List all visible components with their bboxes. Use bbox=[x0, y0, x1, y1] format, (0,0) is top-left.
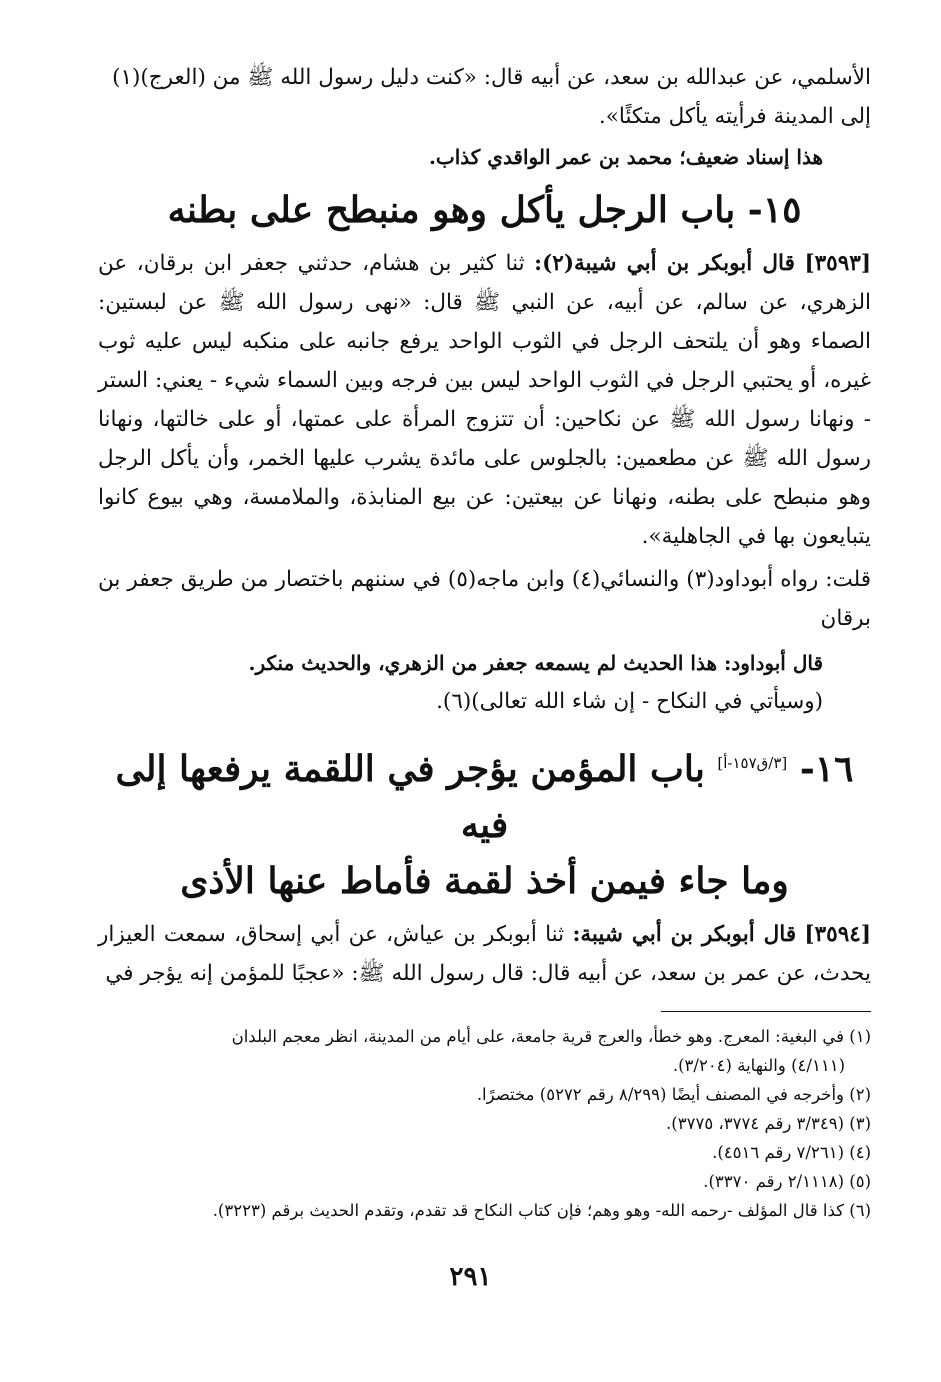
manuscript-ref: [٣/ق١٥٧-أ] bbox=[717, 754, 788, 772]
footnote-3: (٣) (٣/٣٤٩ رقم ٣٧٧٤، ٣٧٧٥). bbox=[666, 1114, 871, 1133]
top-paragraph bbox=[98, 58, 871, 136]
top-paragraph-line-1: الأسلمي، عن عبدالله بن سعد، عن أبيه قال: «كنت دليل رسول الله ﷺ من (العرج)(١) bbox=[112, 65, 871, 90]
later-note: (وسيأتي في النكاح - إن شاء الله تعالى)(٦). bbox=[436, 689, 823, 714]
hadith-3594 bbox=[98, 915, 871, 993]
footnote-1-continuation: (٤/١١١) والنهاية (٣/٢٠٤). bbox=[672, 1056, 845, 1075]
chapter-16-number: ١٦- bbox=[799, 748, 854, 790]
hadith-3594-narrator: قال أبوبكر بن أبي شيبة: bbox=[572, 922, 797, 947]
hadith-3594-number: [٣٥٩٤] bbox=[804, 922, 871, 947]
chapter-15-title: ١٥- باب الرجل يأكل وهو منبطح على بطنه bbox=[167, 189, 802, 231]
footnote-5: (٥) (٢/١١١٨ رقم ٣٣٧٠). bbox=[703, 1172, 871, 1191]
hadith-3593-text: ثنا كثير بن هشام، حدثني جعفر ابن برقان، عن الزهري، عن سالم، عن أبيه، عن النبي ﷺ قال: «نهى رسول الله ﷺ عن لبستين: الصماء وهو أن يلتحف الرجل في الثوب الواحد يرفع جانبه على منكبه ليس عليه ثوب غيره، أو يحتبي الرجل في الثوب الواحد ليس بين فرجه وبين السماء شيء - يعني: الستر - ونهانا رسول الله ﷺ عن نكاحين: أن تتزوج المرأة على عمتها، أو على خالتها، ونهانا رسول الله ﷺ عن مطعمين: بالجلوس على مائدة يشرب عليها الخمر، وأن يأكل الرجل وهو منبطح على بطنه، ونهانا عن بيعتين: عن بيع المنابذة، والملامسة، وهي بيوع كانوا يتبايعون بها في الجاهلية». bbox=[98, 251, 871, 549]
page-number: ٢٩١ bbox=[449, 1262, 492, 1292]
abu-dawud-comment: قال أبوداود: هذا الحديث لم يسمعه جعفر من الزهري، والحديث منكر. bbox=[248, 651, 823, 675]
footnote-divider bbox=[661, 1011, 871, 1012]
top-paragraph-line-2: إلى المدينة فرأيته يأكل متكئًا». bbox=[598, 104, 871, 129]
footnote-4: (٤) (٧/٢٦١ رقم ٤٥١٦). bbox=[712, 1143, 871, 1162]
footnote-6: (٦) كذا قال المؤلف -رحمه الله- وهو وهم؛ فإن كتاب النكاح قد تقدم، وتقدم الحديث برقم (٣٢٢٣). bbox=[212, 1201, 871, 1220]
chapter-16-title-line-2: وما جاء فيمن أخذ لقمة فأماط عنها الأذى bbox=[180, 860, 789, 902]
hadith-3593-narrator: قال أبوبكر بن أبي شيبة(٢): bbox=[534, 251, 795, 276]
grading-statement: هذا إسناد ضعيف؛ محمد بن عمر الواقدي كذاب. bbox=[428, 145, 823, 169]
chapter-16-title-text: باب المؤمن يؤجر في اللقمة يرفعها إلى فيه bbox=[115, 748, 705, 846]
hadith-3594-text: ثنا أبوبكر بن عياش، عن أبي إسحاق، سمعت العيزار يحدث، عن عمر بن سعد، عن أبيه قال: قال رسول الله ﷺ: «عجبًا للمؤمن إنه يؤجر في bbox=[98, 922, 871, 986]
hadith-3593 bbox=[98, 244, 871, 556]
chapter-16-title-line-1 bbox=[98, 735, 871, 853]
footnotes bbox=[98, 1022, 871, 1225]
hadith-3593-number: [٣٥٩٣] bbox=[804, 251, 872, 276]
footnote-2: (٢) وأخرجه في المصنف أيضًا (٨/٢٩٩ رقم ٥٢٧٢) مختصرًا. bbox=[476, 1085, 871, 1104]
hadith-3593-note: قلت: رواه أبوداود(٣) والنسائي(٤) وابن ماجه(٥) في سننهم باختصار من طريق جعفر بن برقان bbox=[98, 567, 871, 631]
footnote-1: (١) في البغية: المعرج. وهو خطأ، والعرج قرية جامعة، على أيام من المدينة، انظر معجم البلدان bbox=[231, 1027, 871, 1046]
